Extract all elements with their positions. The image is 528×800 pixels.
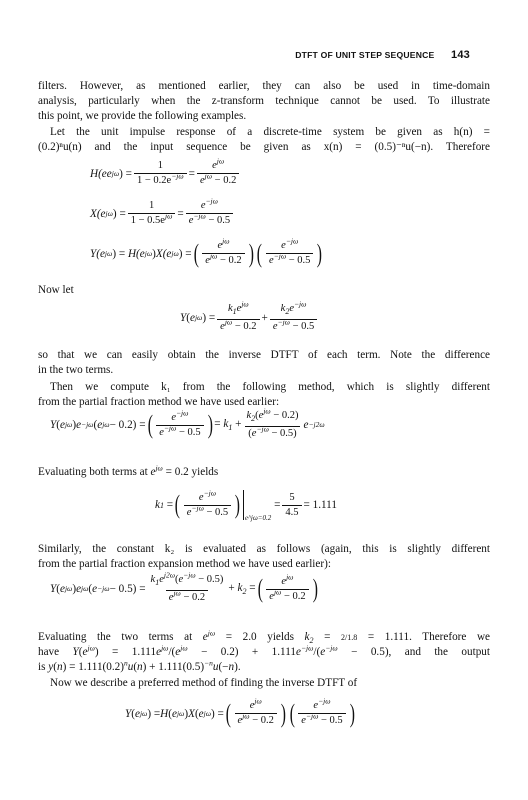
text-line: Similarly, the constant k₂ is evaluated as follows (again, this is slightly different bbox=[38, 543, 490, 555]
equation-block-transforms bbox=[90, 156, 470, 280]
text-line: from the partial fraction method we have used earlier: bbox=[38, 396, 280, 408]
running-title: DTFT OF UNIT STEP SEQUENCE bbox=[295, 50, 435, 60]
text-line: is $y(n) = 1.111(0.2)^nu(n) + 1.111(0.5)^{-n}u(-n)$. bbox=[38, 658, 241, 673]
text-line: Now let bbox=[38, 284, 74, 296]
text-line: Now we describe a preferred method of finding the inverse DTFT of bbox=[50, 677, 358, 689]
paragraph-preferred-method bbox=[38, 676, 490, 691]
equation-k1-value: k 1 = ( $e^{-j\omega}$ $e^{-j\omega} - 0.5$ ) e^jω=0.2 = $\frac{5}{4.5}$ = 1.111 bbox=[155, 488, 337, 522]
text-line: Then we compute k₁ from the following method, which is slightly different bbox=[50, 381, 490, 393]
text-line: filters. However, as mentioned earlier, they can also be used in time-domain bbox=[38, 80, 490, 92]
equation-Y-repeat: Y ( e jω ) = H ( e jω ) X ( e jω ) = ( $e^{j\omega}$ $e^{j\omega} - 0.2$ ) ( $e^{-j\omega}$ $e^{-j\omega} - 0.5$ ) bbox=[125, 696, 355, 728]
text-line: Evaluating the two terms at $e^{j\omega} = 2.0$ yields $k_2 = 2/1.8 = 1.111$. Therefore we bbox=[38, 628, 490, 645]
running-header bbox=[295, 49, 470, 61]
text-line: analysis, particularly when the z-transform technique cannot be used. To illustrate bbox=[38, 95, 490, 107]
text-line: so that we can easily obtain the inverse DTFT of each term. Note the difference bbox=[38, 349, 490, 361]
paragraph-evaluating-both bbox=[38, 465, 490, 480]
equation-X: X(e jω ) = 1 $1 - 0.5e^{j\omega}$ = $\frac{e^{-j\omega}}{e^{-j\omega} - 0.5}$ bbox=[90, 200, 235, 227]
equation-k1-method: Y ( e jω ) e −jω ( e jω − 0.2) = ( $e^{-j\omega}$ $e^{-j\omega} - 0.5$ ) = $k_1$ + $k_2(e^{j\omega} - 0.2)$ $(e^{-j\omega} - 0.5)$ e −j2ω bbox=[50, 406, 325, 439]
page-number: 143 bbox=[451, 49, 470, 61]
text-line: Let the unit impulse response of a discrete-time system be given as h(n) = bbox=[50, 126, 490, 138]
text-line: in the two terms. bbox=[38, 364, 114, 376]
paragraph-intro bbox=[38, 79, 490, 124]
paragraph-compute-k1 bbox=[38, 380, 490, 410]
paragraph-compute-k2 bbox=[38, 542, 490, 572]
paragraph-evaluating-two bbox=[38, 630, 490, 675]
text-line: Evaluating both terms at $e^{j\omega} = 0.2$ yields bbox=[38, 463, 219, 478]
equation-H: H(e e jω ) = $\frac{1}{1 - 0.2e^{-j\omega}}$ = $e^{j\omega}$ $e^{j\omega} - 0.2$ bbox=[90, 160, 241, 187]
text-line: have $Y(e^{j\omega}) = 1.111e^{j\omega}/(e^{j\omega} - 0.2) + 1.111e^{-j\omega}/(e^{-j\omega} - 0.5)$, and the output bbox=[38, 643, 490, 658]
text-line: from the partial fraction expansion method we have used earlier): bbox=[38, 558, 331, 570]
text-line: (0.2)ⁿu(n) and the input sequence be given as x(n) = (0.5)⁻ⁿu(−n). Therefore bbox=[38, 141, 490, 153]
text-line: this point, we provide the following examples. bbox=[38, 110, 247, 122]
equation-partial-split: Y ( e jω ) = $k_1e^{j\omega}$ $e^{j\omega} - 0.2$ + $\frac{k_2e^{-j\omega}}{e^{-j\omega} - 0.5}$ bbox=[180, 303, 440, 343]
equation-k2-method: Y ( e jω ) e jω ( e −jω − 0.5) = $k_1e^{j2\omega}(e^{-j\omega} - 0.5)$ $e^{j\omega} - 0.2$ + $k_2$ = ( $e^{j\omega}$ $e^{j\omega} - 0.2$ ) bbox=[50, 570, 318, 603]
paragraph-system-definition bbox=[38, 125, 490, 155]
paragraph-now-let bbox=[38, 283, 490, 298]
paragraph-difference bbox=[38, 348, 490, 378]
equation-Y: Y(e jω ) = H(e jω ) X(e jω ) = ( $e^{j\omega}$ $e^{j\omega} - 0.2$ ) ( $e^{-j\omega}$ $e^{-j\omega} - 0.5$ ) bbox=[90, 236, 323, 268]
